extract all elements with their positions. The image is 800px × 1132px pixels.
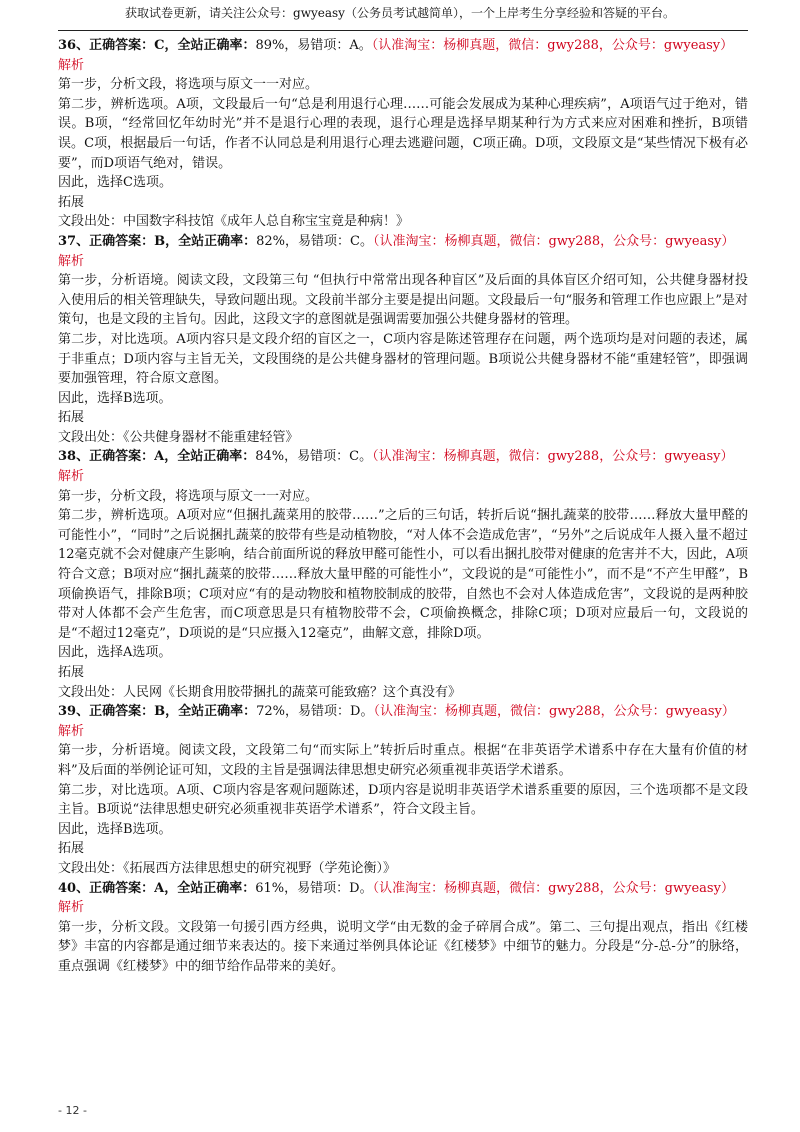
rate-label: ，全站正确率：	[164, 449, 256, 465]
question-number: 39	[58, 704, 77, 720]
rate-label: ，全站正确率：	[165, 233, 257, 249]
analysis-heading: 解析	[58, 900, 85, 916]
error-label: ，易错项：	[284, 449, 350, 465]
promo-text: （认准淘宝：杨柳真题，微信：gwy288，公众号：gwyeasy）	[372, 449, 734, 465]
analysis-paragraph: 拓展	[58, 665, 85, 680]
analysis-paragraph: 拓展	[58, 841, 85, 857]
rate-value: 89%	[255, 38, 285, 53]
question-number: 38	[58, 449, 77, 465]
analysis-paragraph: 因此，选择C选项。	[58, 175, 172, 191]
analysis-paragraph: 第一步，分析文段，将选项与原文一一对应。	[58, 488, 319, 504]
analysis-paragraph: 拓展	[58, 194, 85, 210]
analysis-paragraph: 第二步，辨析选项。A项对应“但捆扎蔬菜用的胶带……”之后的三句话，转折后说“捆扎蔬菜的胶带……释放大量甲醛的可能性小”，“同时”之后说捆扎蔬菜的胶带有些是动植物胶，“对人体不会造成危害”，“另外”之后说成年人摄入量不超过12毫克就不会对健康产生影响，结合前面所说的释放甲醛可能性小，可以看出捆扎胶带对健康的危害并不大，因此，A项符合文意；B项对应“捆扎蔬菜的胶带……释放大量甲醛的可能性小”，文段说的是“可能性小”，而不是“不产生甲醛”，B项偷换语气，排除B项；C项对应“有的是动物胶和植物胶制成的胶带，自然也不会对人体造成危害”，文段说的是两种胶带对人体都不会产生危害，而C项意思是只有植物胶带不会，C项偷换概念，排除C项；D项对应最后一句，文段说的是“不超过12毫克”，D项说的是“只应摄入12毫克”，曲解文意，排除D项。	[58, 508, 748, 641]
promo-text: （认准淘宝：杨柳真题，微信：gwy288，公众号：gwyeasy）	[371, 38, 734, 53]
question-block	[58, 36, 748, 232]
rate-value: 84%	[255, 449, 285, 465]
question-title	[58, 36, 748, 56]
error-label: ，易错项：	[285, 704, 351, 720]
analysis-heading: 解析	[58, 253, 85, 269]
question-title	[58, 447, 748, 467]
error-label: ，易错项：	[285, 233, 351, 249]
question-number: 40	[58, 880, 77, 896]
rate-value: 72%	[256, 704, 286, 720]
promo-text: （认准淘宝：杨柳真题，微信：gwy288，公众号：gwyeasy）	[372, 880, 734, 896]
question-title	[58, 232, 748, 252]
error-label: ，易错项：	[284, 38, 350, 53]
analysis-paragraph: 第二步，对比选项。A项、C项内容是客观问题陈述，D项内容是说明非英语学术谱系重要的原因，三个选项都不是文段主旨。B项说“法律思想史研究必须重视非英语学术谱系”，符合文段主旨。	[58, 782, 748, 818]
analysis-heading: 解析	[58, 57, 85, 73]
answer-value: A	[154, 880, 165, 896]
analysis-paragraph: 文段出处：中国数字科技馆《成年人总自称宝宝竟是种病！》	[58, 214, 410, 230]
answer-value: C	[154, 38, 165, 53]
answer-label: 、正确答案：	[76, 880, 155, 896]
analysis-heading: 解析	[58, 469, 85, 485]
error-label: ，易错项：	[284, 880, 350, 896]
analysis-paragraph: 因此，选择A选项。	[58, 645, 172, 661]
error-value: C。	[350, 233, 373, 249]
question-title	[58, 879, 748, 899]
rate-value: 82%	[256, 233, 286, 249]
question-block	[58, 879, 748, 977]
answer-label: 、正确答案：	[76, 704, 155, 720]
analysis-paragraph: 因此，选择B选项。	[58, 390, 172, 406]
promo-text: （认准淘宝：杨柳真题，微信：gwy288，公众号：gwyeasy）	[373, 704, 735, 720]
promo-text: （认准淘宝：杨柳真题，微信：gwy288，公众号：gwyeasy）	[373, 233, 735, 249]
answer-value: A	[154, 449, 165, 465]
analysis-paragraph: 文段出处：《拓展西方法律思想史的研究视野（学苑论衡）》	[58, 860, 397, 876]
page-number: - 12 -	[58, 1104, 87, 1117]
answer-value: B	[154, 704, 166, 720]
answer-label: 、正确答案：	[76, 449, 155, 465]
analysis-paragraph: 第一步，分析语境。阅读文段，文段第三句 “但执行中常常出现各种盲区”及后面的具体盲区介绍可知，公共健身器材投入使用后的相关管理缺失，导致问题出现。文段前半部分主要是提出问题。文段最后一句“服务和管理工作也应跟上”是对策句，也是文段的主旨句。因此，这段文字的意图就是强调需要加强公共健身器材的管理。	[58, 273, 748, 328]
analysis-heading: 解析	[58, 723, 85, 739]
analysis-paragraph: 第一步，分析文段。文段第一句援引西方经典，说明文学“由无数的金子碎屑合成”。第二、三句提出观点，指出《红楼梦》丰富的内容都是通过细节来表达的。接下来通过举例具体论证《红楼梦》中细节的魅力。分段是“分-总-分”的脉络，重点强调《红楼梦》中的细节给作品带来的美好。	[58, 919, 748, 974]
analysis-paragraph: 文段出处：人民网《长期食用胶带捆扎的蔬菜可能致癌？这个真没有》	[58, 684, 462, 700]
question-number: 37	[58, 233, 77, 249]
answer-label: 、正确答案：	[76, 38, 155, 53]
question-title	[58, 702, 748, 722]
page-header: 获取试卷更新，请关注公众号：gwyeasy（公务员考试越简单），一个上岸考生分享经验和答疑的平台。	[125, 6, 675, 20]
rate-label: ，全站正确率：	[165, 704, 257, 720]
analysis-paragraph: 第二步，对比选项。A项内容只是文段介绍的盲区之一，C项内容是陈述管理存在问题，两个选项均是对问题的表述，属于非重点；D项内容与主旨无关，文段围绕的是公共健身器材的管理问题。B项说公共健身器材不能“重建轻管”，即强调要加强管理，符合原文意图。	[58, 331, 748, 387]
analysis-paragraph: 拓展	[58, 410, 85, 426]
analysis-paragraph: 因此，选择B选项。	[58, 821, 172, 837]
question-number: 36	[58, 38, 77, 53]
analysis-paragraph: 第二步，辨析选项。A项，文段最后一句“总是利用退行心理……可能会发展成为某种心理疾病”，A项语气过于绝对，错误。B项，“经常回忆年幼时光”并不是退行心理的表现，退行心理是选择早期某种行为方式来应对困难和挫折，B项错误。C项，根据最后一句话，作者不认同总是利用退行心理去逃避问题，C项正确。D项，文段原文是“某些情况下极有必要”，而D项语气绝对，错误。	[58, 96, 748, 171]
error-value: A。	[349, 38, 372, 53]
answer-value: B	[154, 233, 166, 249]
rate-label: ，全站正确率：	[164, 880, 256, 896]
rate-value: 61%	[255, 880, 285, 896]
question-block	[58, 447, 748, 702]
error-value: C。	[349, 449, 373, 465]
question-block	[58, 702, 748, 878]
analysis-paragraph: 第一步，分析语境。阅读文段，文段第二句“而实际上”转折后时重点。根据“在非英语学术谱系中存在大量有价值的材料”及后面的举例论证可知，文段的主旨是强调法律思想史研究必须重视非英语学术谱系。	[58, 743, 748, 778]
header-rule	[58, 30, 748, 31]
rate-label: ，全站正确率：	[164, 38, 256, 53]
error-value: D。	[350, 704, 374, 720]
question-block	[58, 232, 748, 448]
document-body	[58, 36, 748, 977]
analysis-paragraph: 文段出处：《公共健身器材不能重建轻管》	[58, 429, 299, 445]
error-value: D。	[349, 880, 373, 896]
answer-label: 、正确答案：	[76, 233, 155, 249]
analysis-paragraph: 第一步，分析文段，将选项与原文一一对应。	[58, 77, 319, 93]
